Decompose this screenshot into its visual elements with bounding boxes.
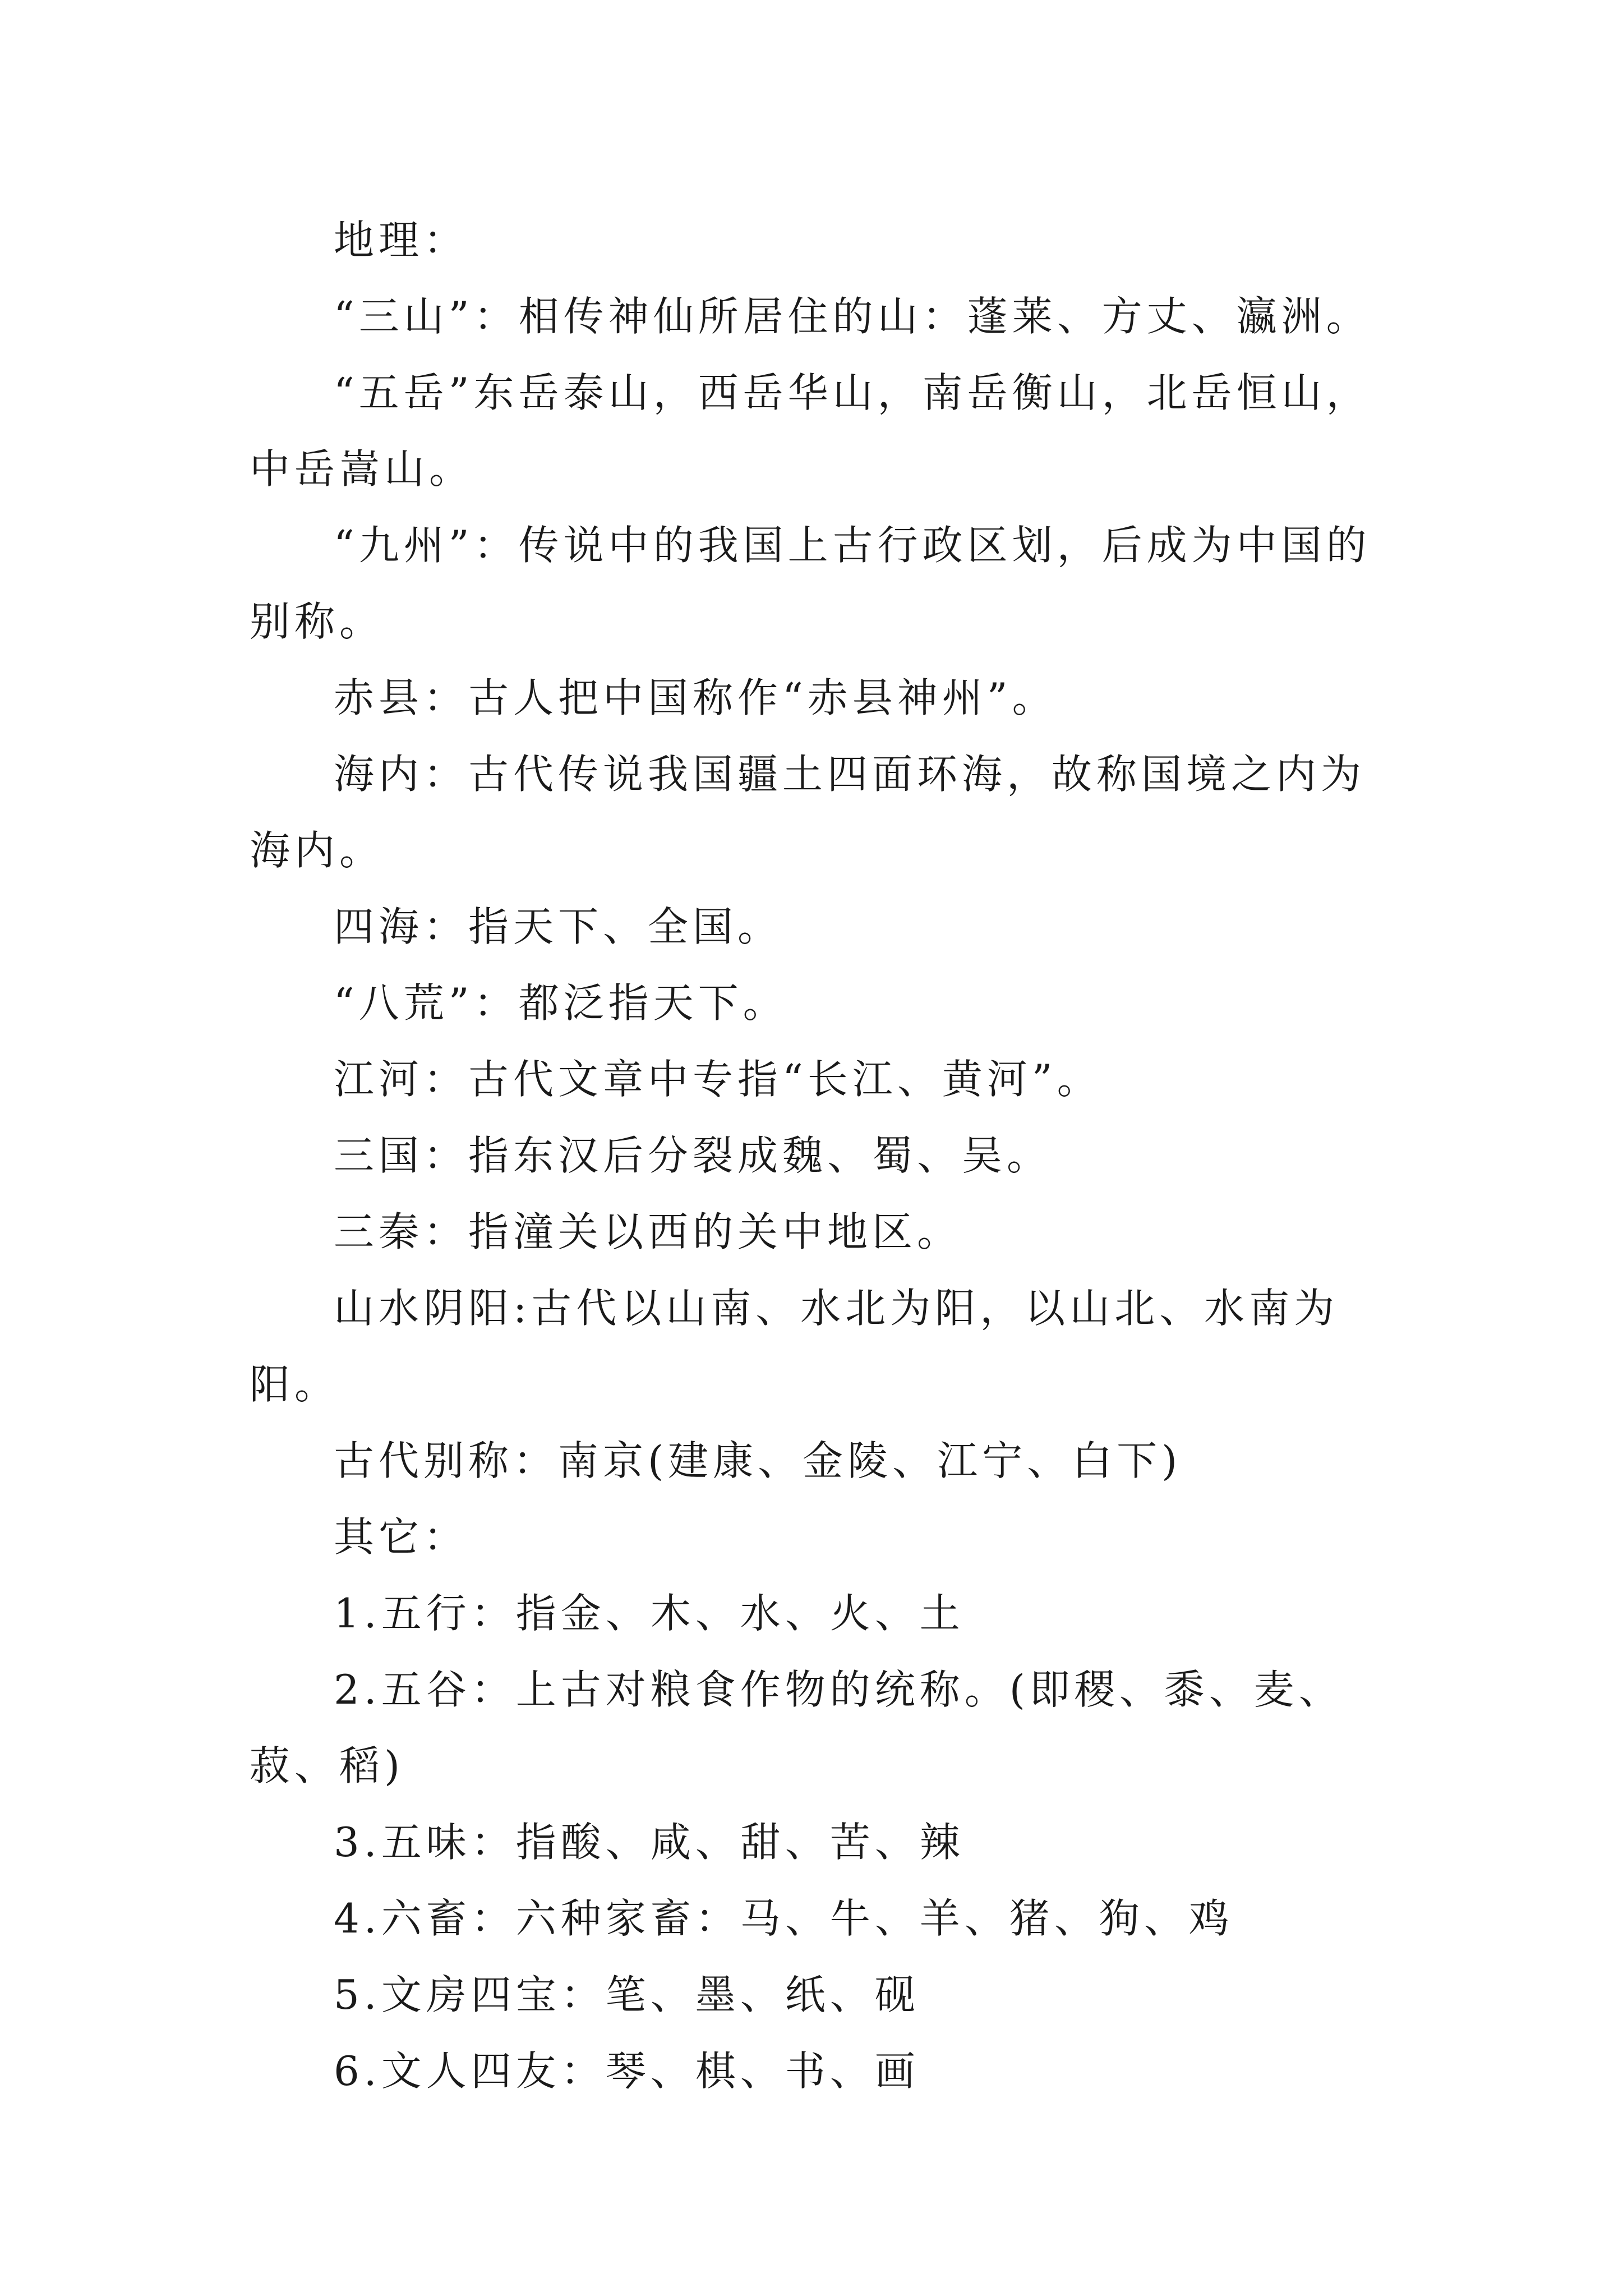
paragraph-chixian: 赤县：古人把中国称作“赤县神州”。 [334, 674, 1057, 721]
list-item-six-livestock: 4.六畜：六种家畜：马、牛、羊、猪、狗、鸡 [334, 1895, 1234, 1942]
list-item-five-grains: 2.五谷：上古对粮食作物的统称。(即稷、黍、麦、菽、稻) [250, 1666, 1344, 1789]
paragraph-heading-others: 其它： [334, 1513, 469, 1561]
list-item-four-friends-scholar: 6.文人四友：琴、棋、书、画 [334, 2047, 920, 2095]
paragraph-bahuang: “八荒”：都泛指天下。 [334, 979, 788, 1027]
paragraph-hainei: 海内：古代传说我国疆土四面环海，故称国境之内为海内。 [250, 751, 1366, 874]
paragraph-sanqin: 三秦：指潼关以西的关中地区。 [334, 1208, 962, 1255]
document-body [250, 202, 1405, 2109]
paragraph-sihai: 四海：指天下、全国。 [334, 903, 783, 950]
paragraph-five-peaks: “五岳”东岳泰山，西岳华山，南岳衡山，北岳恒山，中岳嵩山。 [250, 369, 1371, 493]
paragraph-three-mountains: “三山”：相传神仙所居住的山：蓬莱、方丈、瀛洲。 [334, 293, 1371, 340]
paragraph-yin-yang: 山水阴阳:古代以山南、水北为阳，以山北、水南为阳。 [250, 1285, 1339, 1408]
paragraph-nine-states: “九州”：传说中的我国上古行政区划，后成为中国的别称。 [250, 522, 1371, 645]
paragraph-jianghe: 江河：古代文章中专指“长江、黄河”。 [334, 1056, 1102, 1103]
list-item-five-elements: 1.五行：指金、木、水、火、土 [334, 1590, 965, 1637]
paragraph-nanjing-names: 古代别称：南京(建康、金陵、江宁、白下) [334, 1437, 1182, 1484]
list-item-five-flavors: 3.五味：指酸、咸、甜、苦、辣 [334, 1819, 965, 1866]
paragraph-heading-geography: 地理： [334, 217, 469, 264]
list-item-four-treasures-study: 5.文房四宝：笔、墨、纸、砚 [334, 1971, 920, 2018]
paragraph-three-kingdoms: 三国：指东汉后分裂成魏、蜀、吴。 [334, 1132, 1052, 1179]
